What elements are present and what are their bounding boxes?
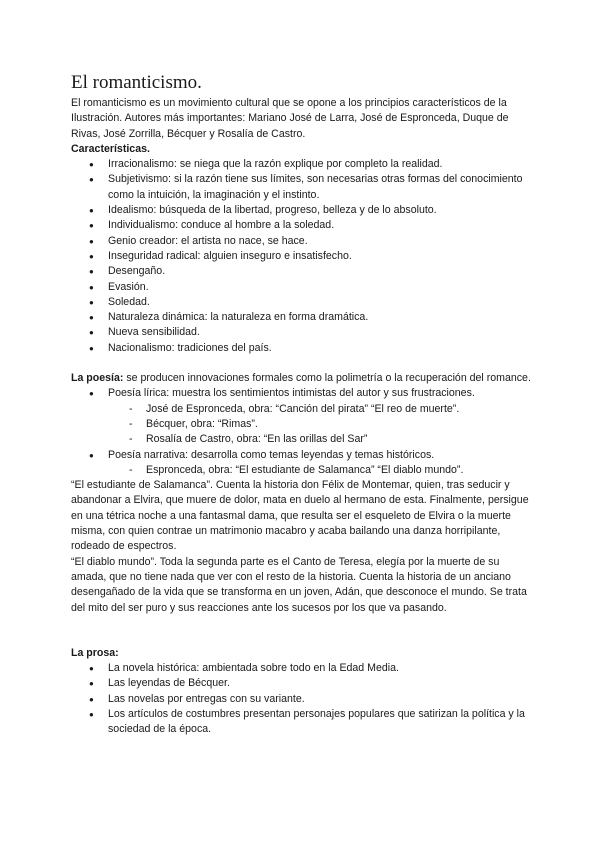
- sublist-item: - Bécquer, obra: “Rimas”.: [71, 417, 531, 432]
- list-item: ● Evasión.: [71, 280, 531, 295]
- poesia-heading: La poesía:: [71, 372, 124, 385]
- list-item: ● Soledad.: [71, 295, 531, 310]
- intro-paragraph: El romanticismo es un movimiento cultural que se opone a los principios característicos de la Ilustración. Autores más importantes: Mariano José de Larra, José de Espronceda, Duque de Rivas, José Zorrilla, Bécquer y Rosalía de Castro.: [71, 97, 509, 140]
- list-item: [71, 448, 531, 479]
- list-item: ● Genio creador: el artista no nace, se hace.: [71, 234, 531, 249]
- list-item: ● Los artículos de costumbres presentan personajes populares que satirizan la política y la sociedad de la época.: [71, 707, 531, 738]
- document-page: [71, 72, 531, 738]
- sublist-item: - José de Espronceda, obra: “Canción del pirata” “El reo de muerte”.: [71, 402, 531, 417]
- narrativa-sublist: [71, 463, 531, 478]
- list-item: ● Nacionalismo: tradiciones del país.: [71, 341, 531, 356]
- list-item: ● La novela histórica: ambientada sobre todo en la Edad Media.: [71, 661, 531, 676]
- diablo-paragraph: “El diablo mundo”. Toda la segunda parte es el Canto de Teresa, elegía por la muerte de su amada, que no tiene nada que ver con el resto de la historia. Cuenta la historia de un anciano desengañado de la vida que se transforma en un joven, Adán, que desconoce el mundo. Se trata del mito del ser puro y sus reacciones ante los sucesos por los que va pasando.: [71, 555, 527, 614]
- list-item: ● Inseguridad radical: alguien inseguro e insatisfecho.: [71, 249, 531, 264]
- list-item: ● Individualismo: conduce al hombre a la soledad.: [71, 218, 531, 233]
- page-title: El romanticismo.: [71, 72, 202, 93]
- estudiante-paragraph: “El estudiante de Salamanca”. Cuenta la historia don Félix de Montemar, quien, tras seducir y abandonar a Elvira, que muere de dolor, mata en duelo al hermano de esta. Finalmente, persigue en una tétrica noche a una fantasmal dama, que resulta ser el esqueleto de Elvira o la muerte misma, con quien contrae un matrimonio macabro y acaba bailando una danza horripilante, rodeado de espectros.: [71, 479, 529, 553]
- poesia-narrativa: Poesía narrativa: desarrolla como temas leyendas y temas históricos.: [108, 448, 435, 461]
- poesia-list: [71, 386, 531, 478]
- list-item: ● Irracionalismo: se niega que la razón explique por completo la realidad.: [71, 157, 531, 172]
- prosa-list: [71, 661, 531, 737]
- list-item: ● Subjetivismo: si la razón tiene sus límites, son necesarias otras formas del conocimiento como la intuición, la imaginación y el instinto.: [71, 172, 531, 203]
- caracteristicas-heading: Características.: [71, 142, 150, 155]
- lirica-sublist: [71, 402, 531, 448]
- spacer: [71, 356, 531, 371]
- list-item: ● Las leyendas de Bécquer.: [71, 676, 531, 691]
- sublist-item: - Rosalía de Castro, obra: “En las orillas del Sar”: [71, 432, 531, 447]
- poesia-text: se producen innovaciones formales como la polimetría o la recuperación del romance.: [123, 372, 531, 385]
- prosa-heading: La prosa:: [71, 646, 119, 659]
- list-item: ● Las novelas por entregas con su variante.: [71, 692, 531, 707]
- list-item: ● Desengaño.: [71, 264, 531, 279]
- list-item: ● Idealismo: búsqueda de la libertad, progreso, belleza y de lo absoluto.: [71, 203, 531, 218]
- sublist-item: - Espronceda, obra: “El estudiante de Salamanca” “El diablo mundo”.: [71, 463, 531, 478]
- list-item: ● Naturaleza dinámica: la naturaleza en forma dramática.: [71, 310, 531, 325]
- poesia-lirica: Poesía lírica: muestra los sentimientos intimistas del autor y sus frustraciones.: [108, 387, 475, 400]
- spacer: [71, 616, 531, 646]
- poesia-paragraph: [71, 371, 531, 386]
- list-item: ● Nueva sensibilidad.: [71, 325, 531, 340]
- list-item: [71, 386, 531, 447]
- caracteristicas-list: [71, 157, 531, 356]
